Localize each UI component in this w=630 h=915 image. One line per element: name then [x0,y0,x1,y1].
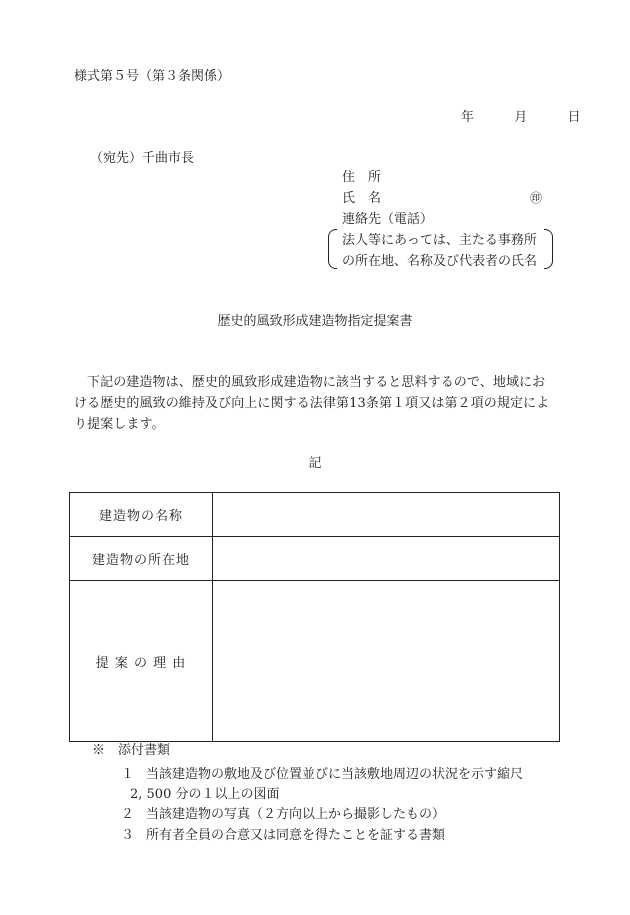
addressee: （宛先）千曲市長 [90,151,195,166]
proposal-reason-label: 提 案 の 理 由 [70,581,213,742]
body-text [74,372,558,435]
right-bracket [544,229,553,269]
date-day: 日 [567,110,581,125]
document-title: 歴史的風致形成建造物指定提案書 [217,314,413,329]
building-name-value[interactable] [213,493,560,537]
table-row-location [70,537,560,581]
name-label: 氏 名 [342,191,382,206]
date-year: 年 [461,110,475,125]
date-line [461,111,581,124]
date-month: 月 [514,110,528,125]
address-label: 住 所 [342,170,382,185]
building-name-label: 建造物の名称 [70,493,213,537]
attachment-item-3-num: ３ [121,828,135,843]
attachment-item-1-num: １ [121,767,135,782]
body-paragraph: 下記の建造物は、歴史的風致形成建造物に該当すると思料するので、地域における歴史的風致の維持及び向上に関する法律第13条第１項又は第２項の規定により提案します。 [74,375,550,432]
building-location-label: 建造物の所在地 [70,537,213,581]
seal-mark: ㊞ [530,191,543,205]
attachment-item-2-num: ２ [121,807,135,822]
building-location-value[interactable] [213,537,560,581]
contact-label: 連絡先（電話） [342,212,434,227]
proposal-table [69,492,560,742]
left-bracket [328,229,337,269]
proposal-reason-value[interactable] [213,581,560,742]
corporate-note-line1: 法人等にあっては、主たる事務所 [342,233,537,248]
attachment-item-3-text: 所有者全員の合意又は同意を得たことを証する書類 [146,828,446,843]
form-number: 様式第５号（第３条関係） [74,69,231,84]
corporate-note-line2: の所在地、名称及び代表者の氏名 [342,254,538,269]
table-row-reason [70,581,560,742]
attachment-item-2-text: 当該建造物の写真（２方向以上から撮影したもの） [146,807,446,822]
table-row-name [70,493,560,537]
ki-label: 記 [308,456,322,471]
attachments-heading: ※ 添付書類 [92,743,171,758]
attachment-item-1-text: 当該建造物の敷地及び位置並びに当該敷地周辺の状況を示す縮尺 [146,767,524,782]
attachment-item-1-continuation: 2, 500 分の１以上の図面 [130,787,280,802]
